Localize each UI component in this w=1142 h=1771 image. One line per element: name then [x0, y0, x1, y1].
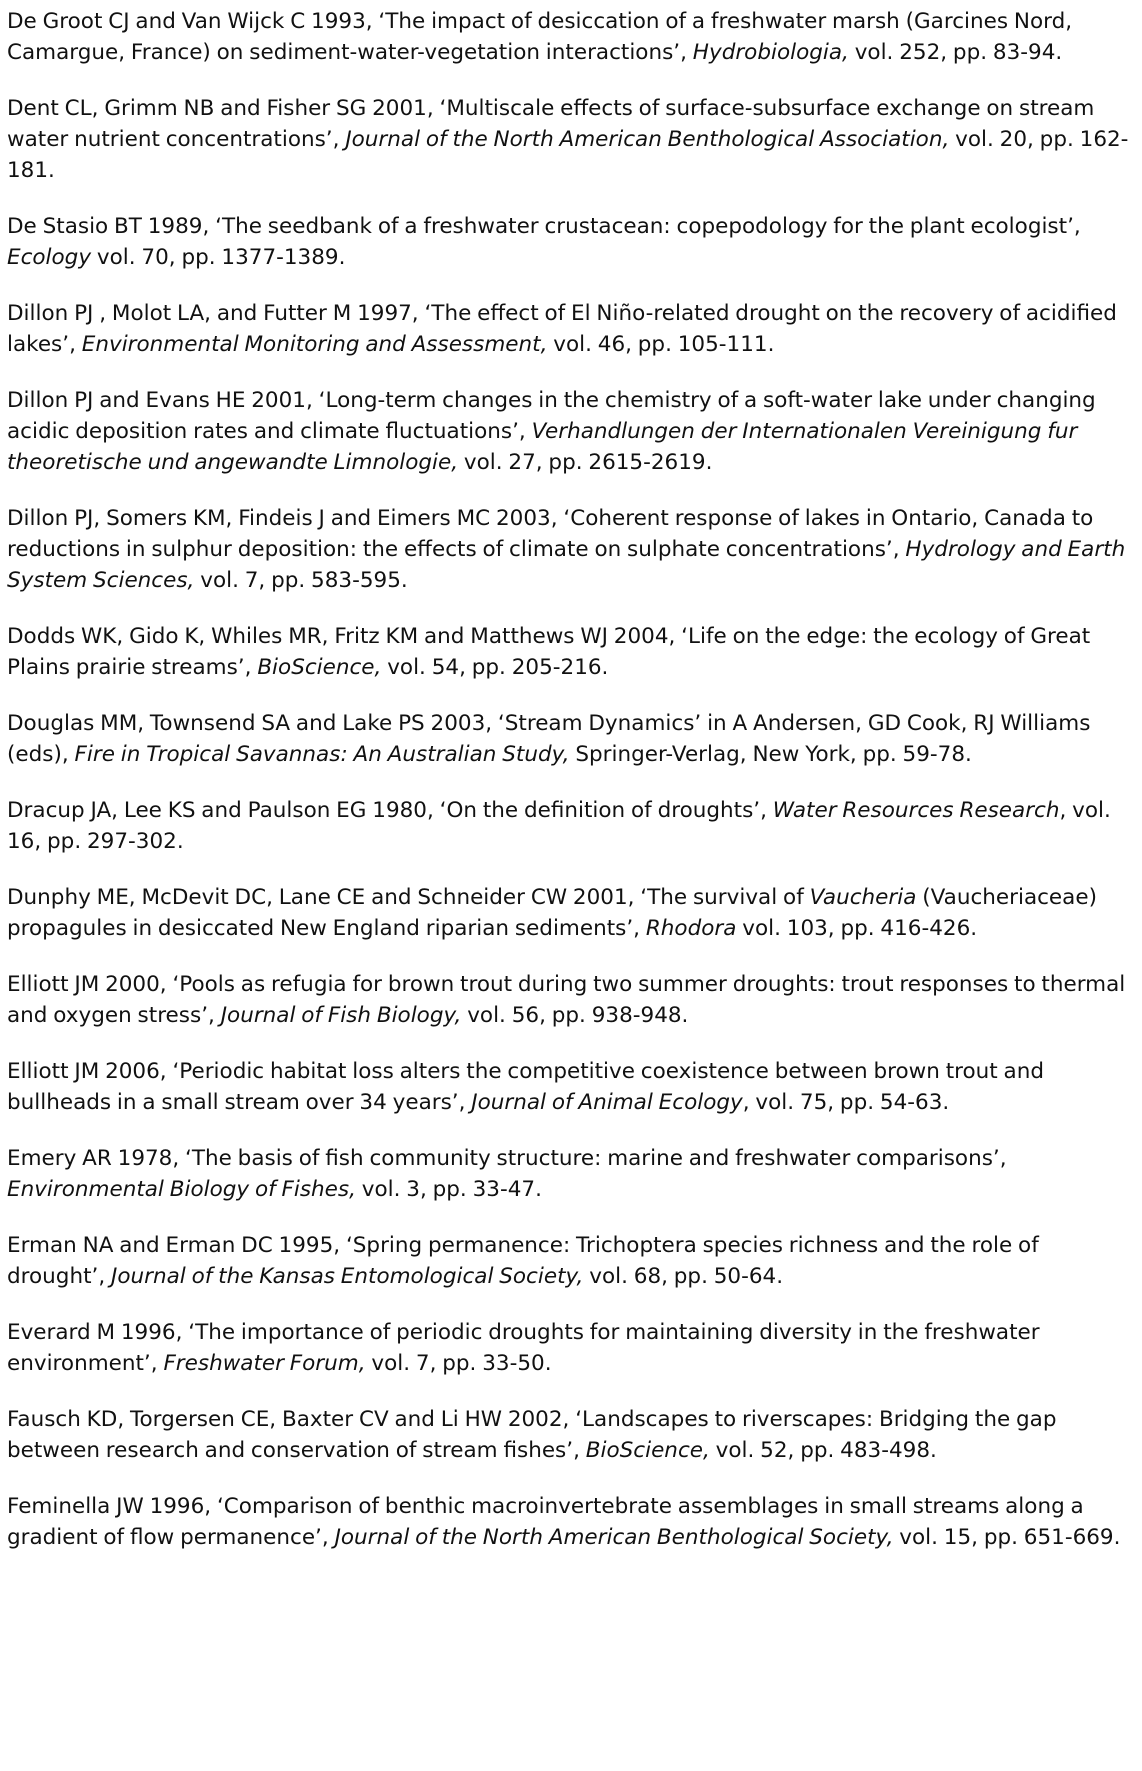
reference-text: vol. 103, pp. 416-426. [736, 916, 978, 941]
reference-text: vol. 3, pp. 33-47. [355, 1177, 542, 1202]
reference-entry [7, 298, 1132, 360]
reference-journal: Journal of Animal Ecology [471, 1090, 743, 1115]
reference-text: Dillon PJ and Evans HE 2001, ‘Long-term changes in the chemistry of a soft-water lake under changing acidic deposition rates and climate fluctuations’, [7, 388, 1096, 444]
reference-text: Everard M 1996, ‘The importance of periodic droughts for maintaining diversity in the freshwater environment’, [7, 1320, 1040, 1376]
reference-entry [7, 882, 1132, 944]
reference-text: vol. 15, pp. 651-669. [893, 1525, 1121, 1550]
reference-entry [7, 708, 1132, 770]
reference-text: De Groot CJ and Van Wijck C 1993, ‘The impact of desiccation of a freshwater marsh (Garcines Nord, Camargue, France) on sediment-water-vegetation interactions’, [7, 9, 1073, 65]
reference-entry [7, 795, 1132, 857]
reference-text: Elliott JM 2000, ‘Pools as refugia for brown trout during two summer droughts: trout responses to thermal and oxygen stress’, [7, 972, 1126, 1028]
reference-text: De Stasio BT 1989, ‘The seedbank of a freshwater crustacean: copepodology for the plant ecologist’, [7, 214, 1081, 239]
reference-entry [7, 6, 1132, 68]
reference-text: vol. 27, pp. 2615-2619. [458, 450, 713, 475]
reference-entry [7, 93, 1132, 186]
reference-entry [7, 1404, 1132, 1466]
reference-text: Dillon PJ , Molot LA, and Futter M 1997, ‘The effect of El Niño-related drought on the recovery of acidified lakes’, [7, 301, 1117, 357]
reference-journal: Water Resources Research [772, 798, 1060, 823]
reference-text: Springer-Verlag, New York, pp. 59-78. [569, 742, 972, 767]
reference-journal: Fire in Tropical Savannas: An Australian Study, [74, 742, 570, 767]
reference-journal: Journal of Fish Biology, [220, 1003, 462, 1028]
reference-journal: Hydrobiologia, [692, 40, 849, 65]
reference-text: Dent CL, Grimm NB and Fisher SG 2001, ‘Multiscale effects of surface-subsurface exchange on stream water nutrient concentrations’, [7, 96, 1095, 152]
reference-journal: Environmental Monitoring and Assessment, [81, 332, 548, 357]
reference-text: vol. 46, pp. 105-111. [547, 332, 775, 357]
reference-entry [7, 969, 1132, 1031]
reference-text: vol. 56, pp. 938-948. [461, 1003, 689, 1028]
reference-text: vol. 20, pp. 162-181. [7, 127, 1129, 183]
reference-entry [7, 621, 1132, 683]
reference-journal: Journal of the Kansas Entomological Society, [111, 1264, 584, 1289]
reference-text: Erman NA and Erman DC 1995, ‘Spring permanence: Trichoptera species richness and the role of drought’, [7, 1233, 1039, 1289]
reference-entry [7, 1230, 1132, 1292]
reference-entry [7, 1143, 1132, 1205]
reference-text: vol. 54, pp. 205-216. [381, 655, 609, 680]
reference-entry [7, 1317, 1132, 1379]
reference-text: Douglas MM, Townsend SA and Lake PS 2003, ‘Stream Dynamics’ in A Andersen, GD Cook, RJ Williams (eds), [7, 711, 1091, 767]
reference-text: Dunphy ME, McDevit DC, Lane CE and Schneider CW 2001, ‘The survival of [7, 885, 810, 910]
reference-text: Elliott JM 2006, ‘Periodic habitat loss alters the competitive coexistence between brown trout and bullheads in a small stream over 34 years’, [7, 1059, 1045, 1115]
reference-entry [7, 503, 1132, 596]
reference-journal: Hydrology and Earth System Sciences, [7, 537, 1126, 593]
reference-journal: Vaucheria [809, 885, 917, 910]
reference-text: vol. 7, pp. 33-50. [365, 1351, 552, 1376]
reference-journal: Environmental Biology of Fishes, [7, 1177, 356, 1202]
reference-text: (Vaucheriaceae) propagules in desiccated New England riparian sediments’, [7, 885, 1097, 941]
reference-journal: Journal of the North American Benthological Association, [345, 127, 950, 152]
reference-text: Dracup JA, Lee KS and Paulson EG 1980, ‘On the definition of droughts’, [7, 798, 773, 823]
reference-text: Dillon PJ, Somers KM, Findeis J and Eimers MC 2003, ‘Coherent response of lakes in Ontario, Canada to reductions in sulphur deposition: the effects of climate on sulphate concentrations’, [7, 506, 1094, 562]
reference-text: vol. 68, pp. 50-64. [583, 1264, 784, 1289]
reference-text: vol. 52, pp. 483-498. [709, 1438, 937, 1463]
reference-text: vol. 252, pp. 83-94. [848, 40, 1063, 65]
reference-text: Feminella JW 1996, ‘Comparison of benthic macroinvertebrate assemblages in small streams along a gradient of flow permanence’, [7, 1494, 1084, 1550]
reference-text: Dodds WK, Gido K, Whiles MR, Fritz KM and Matthews WJ 2004, ‘Life on the edge: the ecology of Great Plains prairie streams’, [7, 624, 1091, 680]
reference-entry [7, 1056, 1132, 1118]
reference-journal: Verhandlungen der Internationalen Vereinigung fur theoretische und angewandte Limnologie, [7, 419, 1078, 475]
reference-text: vol. 7, pp. 583-595. [194, 568, 408, 593]
reference-journal: Rhodora [645, 916, 737, 941]
reference-list [7, 6, 1132, 1553]
reference-text: Emery AR 1978, ‘The basis of fish community structure: marine and freshwater comparisons’, [7, 1146, 1007, 1171]
reference-journal: Ecology [7, 245, 92, 270]
reference-text: , vol. 75, pp. 54-63. [742, 1090, 950, 1115]
reference-entry [7, 385, 1132, 478]
reference-text: Fausch KD, Torgersen CE, Baxter CV and Li HW 2002, ‘Landscapes to riverscapes: Bridging the gap between research and conservation of stream fishes’, [7, 1407, 1057, 1463]
reference-entry [7, 1491, 1132, 1553]
reference-journal: Journal of the North American Benthological Society, [334, 1525, 894, 1550]
reference-journal: Freshwater Forum, [163, 1351, 366, 1376]
reference-journal: BioScience, [257, 655, 382, 680]
reference-journal: BioScience, [585, 1438, 710, 1463]
reference-text: vol. 70, pp. 1377-1389. [91, 245, 346, 270]
reference-entry [7, 211, 1132, 273]
reference-text: , vol. 16, pp. 297-302. [7, 798, 1111, 854]
